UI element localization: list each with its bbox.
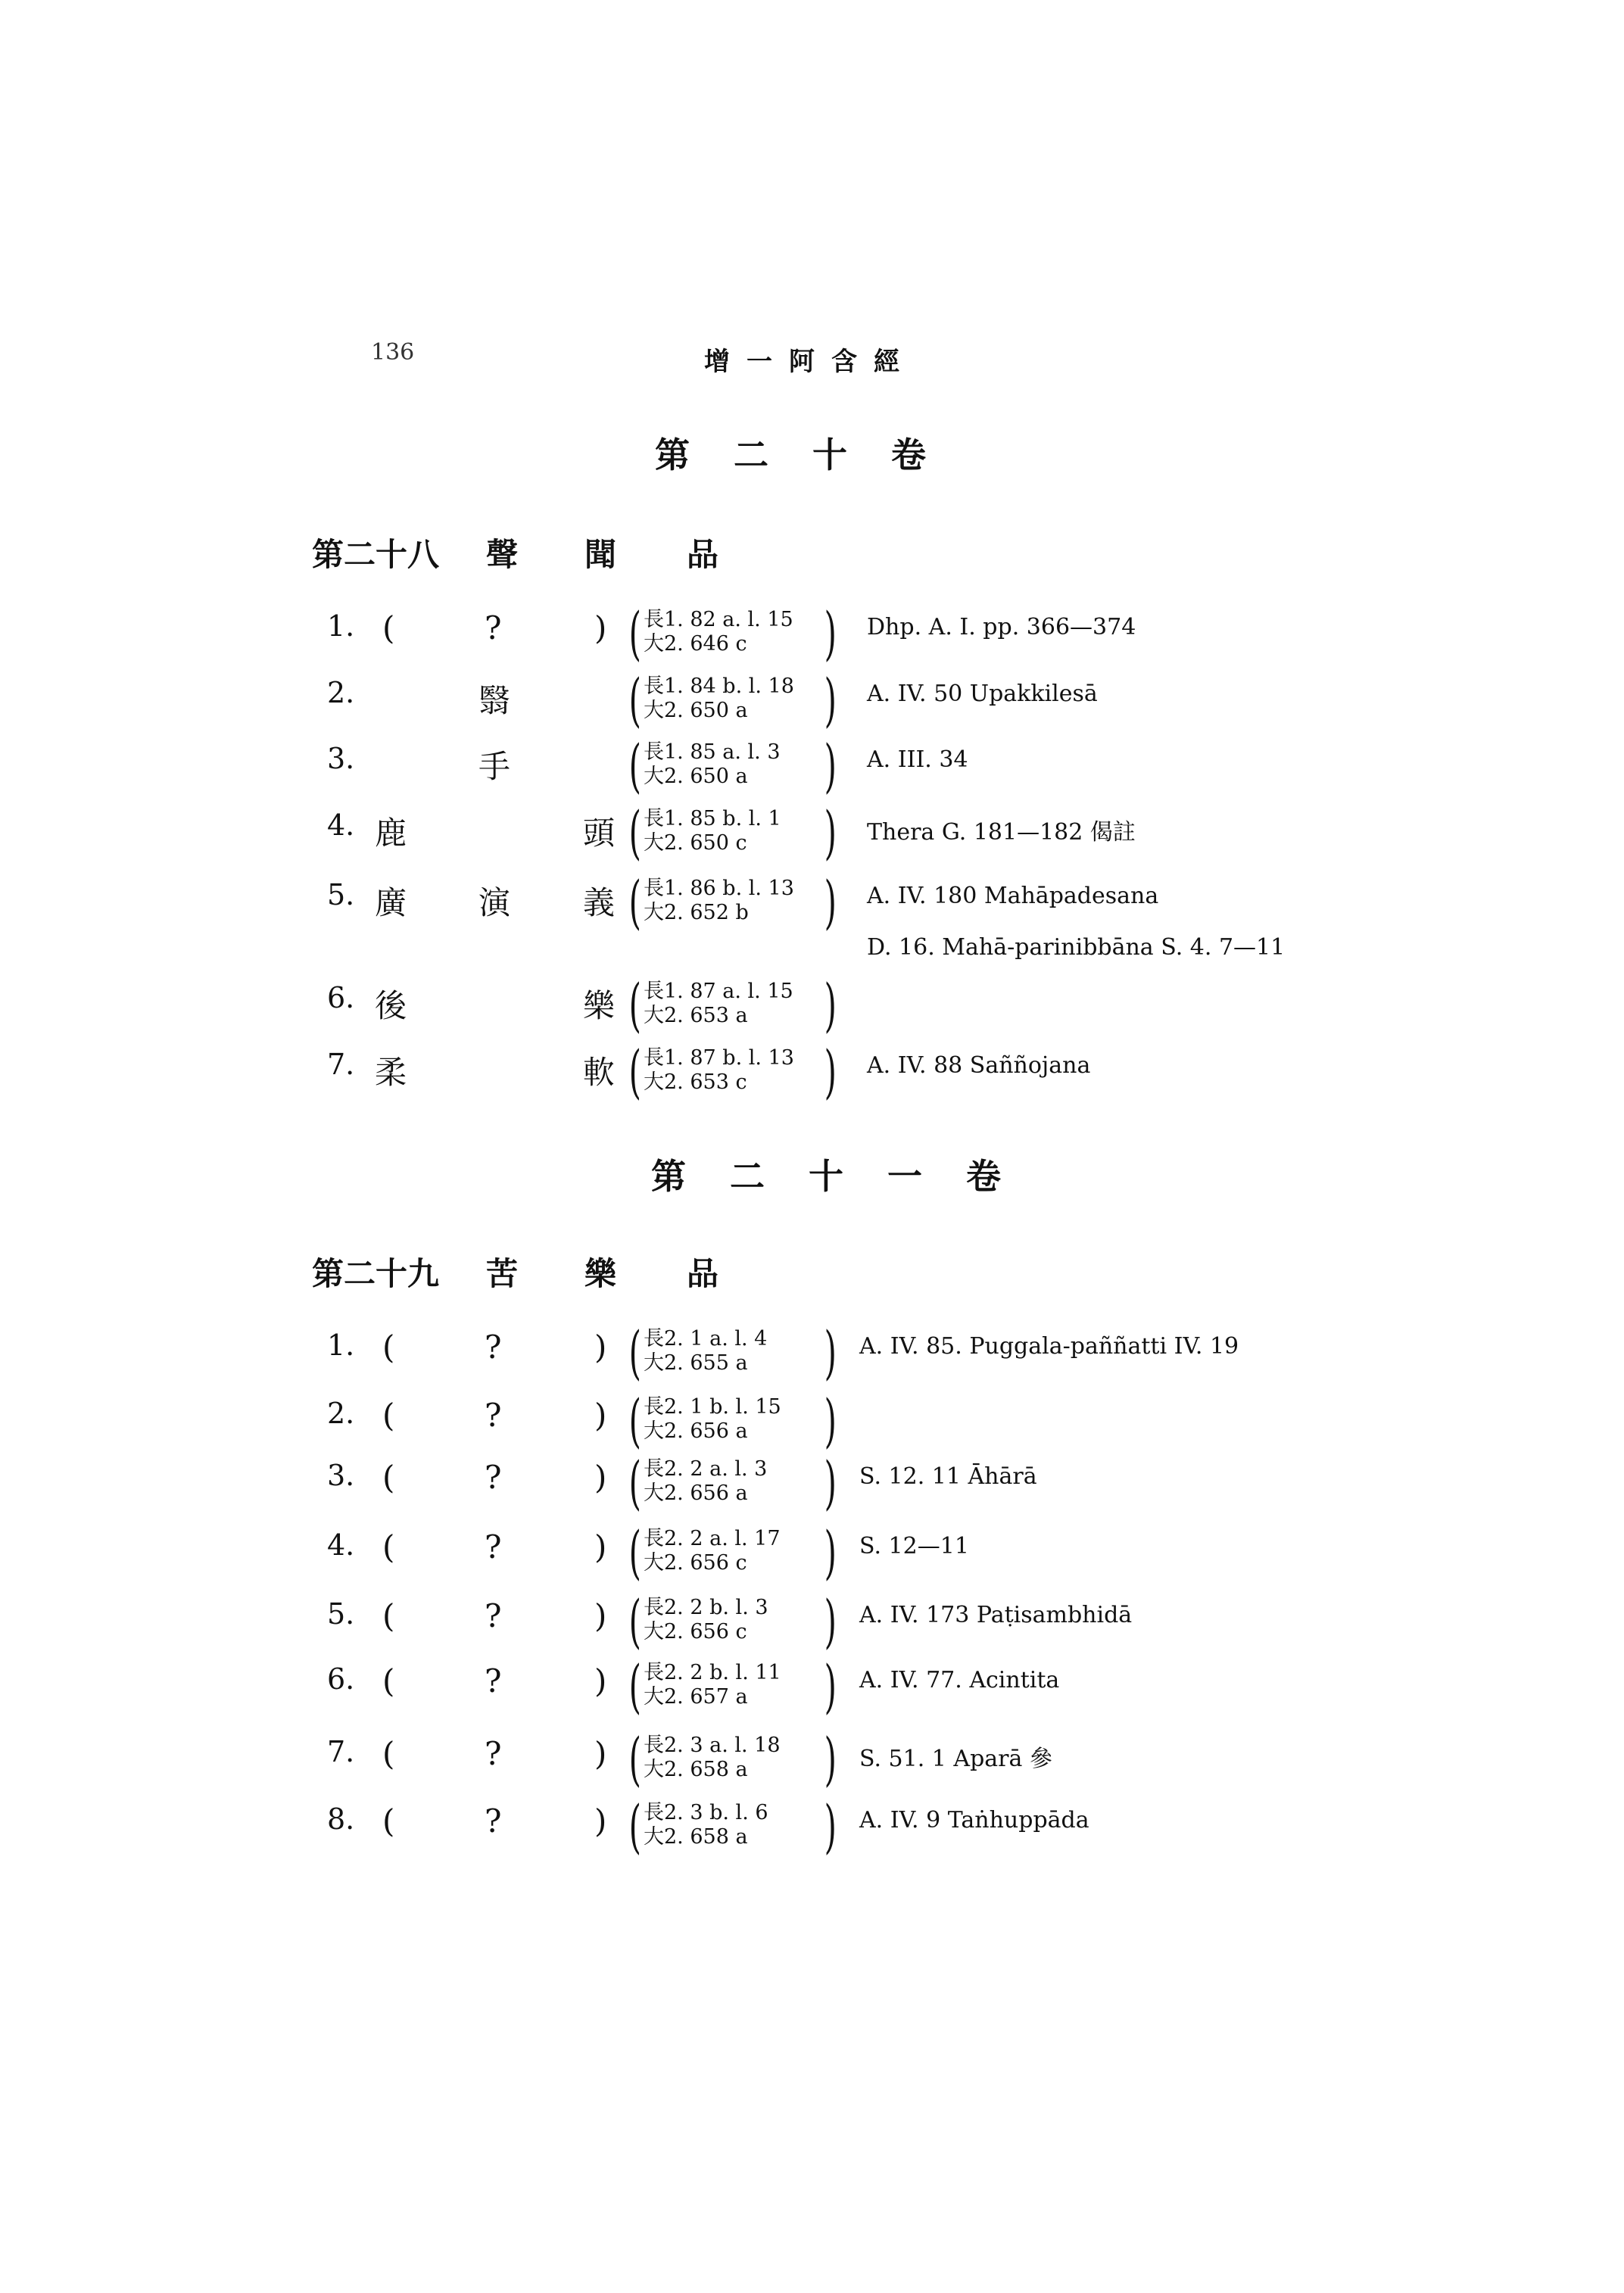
item-number: 3. bbox=[327, 742, 355, 775]
citation bbox=[628, 1653, 837, 1724]
list-item bbox=[0, 1319, 1624, 1397]
citation-line-1: 長2. 3 b. l. 6 bbox=[644, 1801, 768, 1824]
item-title-left: ( bbox=[382, 1397, 395, 1434]
list-item bbox=[0, 1449, 1624, 1527]
section-title-char: 品 bbox=[687, 1255, 719, 1292]
bracket-left: ( bbox=[628, 1038, 641, 1105]
item-title-right: 樂 bbox=[583, 987, 616, 1024]
item-number: 2. bbox=[327, 676, 355, 709]
item-title-right: ) bbox=[594, 1735, 607, 1772]
item-title-left: 鹿 bbox=[375, 815, 407, 852]
bracket-left: ( bbox=[628, 732, 641, 799]
reference: S. 12—11 bbox=[859, 1533, 969, 1559]
item-title-left: 柔 bbox=[375, 1054, 407, 1091]
list-item bbox=[0, 666, 1624, 744]
item-title-left: ( bbox=[382, 1735, 395, 1772]
citation bbox=[628, 971, 837, 1043]
citation-line-1: 長2. 2 a. l. 3 bbox=[644, 1457, 768, 1481]
citation-line-1: 長1. 87 b. l. 13 bbox=[644, 1046, 794, 1070]
reference: A. III. 34 bbox=[867, 746, 968, 773]
list-item bbox=[0, 1038, 1624, 1116]
list-item bbox=[0, 732, 1624, 810]
section-title-char: 聞 bbox=[584, 536, 617, 573]
item-title-left: ( bbox=[382, 1528, 395, 1566]
item-title-middle: 翳 bbox=[478, 682, 511, 719]
item-title-right: 頭 bbox=[583, 815, 616, 852]
bracket-left: ( bbox=[628, 1587, 641, 1655]
bracket-left: ( bbox=[628, 971, 641, 1039]
item-title-middle: ? bbox=[485, 1802, 502, 1840]
item-title-middle: ? bbox=[485, 1528, 502, 1566]
item-number: 6. bbox=[327, 981, 355, 1014]
item-title-right: 軟 bbox=[583, 1054, 616, 1091]
list-item bbox=[0, 600, 1624, 678]
reference: A. IV. 173 Paṭisambhidā bbox=[859, 1602, 1133, 1628]
citation bbox=[628, 868, 837, 940]
citation-line-1: 長1. 86 b. l. 13 bbox=[644, 877, 794, 900]
item-title-right: ) bbox=[594, 609, 607, 646]
bracket-left: ( bbox=[628, 1653, 641, 1720]
citation-line-1: 長1. 84 b. l. 18 bbox=[644, 675, 794, 698]
bracket-left: ( bbox=[628, 1793, 641, 1860]
bracket-right: ) bbox=[824, 1587, 837, 1655]
citation-line-2: 大2. 646 c bbox=[644, 632, 747, 656]
item-title-right: ) bbox=[594, 1597, 607, 1634]
item-title-left: ( bbox=[382, 609, 395, 646]
bracket-right: ) bbox=[824, 799, 837, 866]
citation-line-1: 長2. 3 a. l. 18 bbox=[644, 1734, 781, 1757]
item-number: 7. bbox=[327, 1048, 355, 1081]
bracket-right: ) bbox=[824, 1793, 837, 1860]
reference: Thera G. 181—182 偈註 bbox=[867, 819, 1136, 846]
citation-line-2: 大2. 655 a bbox=[644, 1351, 748, 1375]
item-number: 1. bbox=[327, 1329, 355, 1362]
citation bbox=[628, 1449, 837, 1521]
bracket-right: ) bbox=[824, 1038, 837, 1105]
reference: A. IV. 180 Mahāpadesana bbox=[867, 883, 1159, 909]
item-title-middle: ? bbox=[485, 1662, 502, 1699]
bracket-left: ( bbox=[628, 600, 641, 667]
bracket-left: ( bbox=[628, 1319, 641, 1386]
bracket-right: ) bbox=[824, 666, 837, 734]
item-number: 1. bbox=[327, 609, 355, 643]
reference: S. 12. 11 Āhārā bbox=[859, 1463, 1037, 1490]
item-title-left: ( bbox=[382, 1459, 395, 1496]
item-number: 8. bbox=[327, 1802, 355, 1836]
citation-line-1: 長2. 2 b. l. 3 bbox=[644, 1596, 768, 1619]
citation-line-2: 大2. 653 c bbox=[644, 1070, 747, 1094]
list-item bbox=[0, 868, 1624, 946]
item-title-middle: ? bbox=[485, 1735, 502, 1772]
bracket-right: ) bbox=[824, 1387, 837, 1454]
bracket-right: ) bbox=[824, 971, 837, 1039]
item-title-right: ) bbox=[594, 1662, 607, 1699]
item-number: 2. bbox=[327, 1397, 355, 1430]
item-title-right: ) bbox=[594, 1329, 607, 1366]
list-item bbox=[0, 971, 1624, 1049]
bracket-right: ) bbox=[824, 1519, 837, 1586]
item-title-middle: 手 bbox=[478, 748, 511, 785]
bracket-left: ( bbox=[628, 1519, 641, 1586]
item-title-right: ) bbox=[594, 1397, 607, 1434]
citation bbox=[628, 1725, 837, 1797]
reference: A. IV. 88 Saññojana bbox=[867, 1052, 1091, 1079]
item-title-left: ( bbox=[382, 1329, 395, 1366]
bracket-right: ) bbox=[824, 1725, 837, 1793]
citation-line-1: 長2. 2 b. l. 11 bbox=[644, 1661, 781, 1684]
item-title-right: ) bbox=[594, 1528, 607, 1566]
item-title-middle: ? bbox=[485, 609, 502, 646]
reference: A. IV. 50 Upakkilesā bbox=[867, 681, 1098, 707]
item-number: 3. bbox=[327, 1459, 355, 1492]
citation-line-2: 大2. 658 a bbox=[644, 1758, 748, 1781]
item-title-left: ( bbox=[382, 1597, 395, 1634]
citation-line-1: 長2. 2 a. l. 17 bbox=[644, 1527, 781, 1550]
list-item bbox=[0, 1653, 1624, 1731]
item-title-middle: ? bbox=[485, 1459, 502, 1496]
citation-line-1: 長1. 85 a. l. 3 bbox=[644, 740, 781, 764]
citation bbox=[628, 666, 837, 738]
bracket-left: ( bbox=[628, 1725, 641, 1793]
item-title-right: ) bbox=[594, 1459, 607, 1496]
item-title-left: ( bbox=[382, 1802, 395, 1840]
citation-line-2: 大2. 650 a bbox=[644, 699, 748, 722]
volume-title: 第二十卷 bbox=[655, 435, 970, 475]
citation bbox=[628, 1519, 837, 1590]
item-number: 4. bbox=[327, 808, 355, 842]
citation bbox=[628, 1793, 837, 1865]
item-title-right: 義 bbox=[583, 884, 616, 921]
item-number: 4. bbox=[327, 1528, 355, 1562]
item-title-middle: ? bbox=[485, 1397, 502, 1434]
citation-line-2: 大2. 658 a bbox=[644, 1825, 748, 1849]
list-item bbox=[0, 1587, 1624, 1665]
item-number: 5. bbox=[327, 878, 355, 911]
list-item bbox=[0, 799, 1624, 877]
citation-line-2: 大2. 656 c bbox=[644, 1620, 747, 1643]
citation-line-1: 長1. 87 a. l. 15 bbox=[644, 980, 793, 1003]
citation-line-1: 長1. 82 a. l. 15 bbox=[644, 608, 793, 631]
citation-line-1: 長2. 1 a. l. 4 bbox=[644, 1327, 768, 1351]
citation bbox=[628, 1387, 837, 1459]
item-title-left: 後 bbox=[375, 987, 407, 1024]
reference: A. IV. 77. Acintita bbox=[859, 1667, 1060, 1693]
citation bbox=[628, 732, 837, 804]
section-title-char: 樂 bbox=[584, 1255, 617, 1292]
item-title-left: 廣 bbox=[375, 884, 407, 921]
volume-title: 第二十一卷 bbox=[651, 1156, 1045, 1197]
section-title-char: 聲 bbox=[486, 536, 519, 573]
section-title-char: 苦 bbox=[486, 1255, 519, 1292]
citation-line-1: 長1. 85 b. l. 1 bbox=[644, 807, 781, 830]
item-title-left: ( bbox=[382, 1662, 395, 1699]
bracket-left: ( bbox=[628, 1449, 641, 1516]
citation bbox=[628, 799, 837, 871]
reference: Dhp. A. I. pp. 366—374 bbox=[867, 614, 1136, 640]
running-title: 增一阿含經 bbox=[704, 347, 916, 377]
citation bbox=[628, 1319, 837, 1391]
section-number: 第二十八 bbox=[312, 536, 440, 573]
list-item bbox=[0, 1725, 1624, 1803]
bracket-right: ) bbox=[824, 1653, 837, 1720]
citation-line-2: 大2. 650 a bbox=[644, 765, 748, 788]
item-title-middle: ? bbox=[485, 1329, 502, 1366]
citation-line-2: 大2. 657 a bbox=[644, 1685, 748, 1709]
bracket-right: ) bbox=[824, 1449, 837, 1516]
item-number: 5. bbox=[327, 1597, 355, 1631]
citation bbox=[628, 1038, 837, 1110]
citation-line-2: 大2. 656 a bbox=[644, 1481, 748, 1505]
item-title-middle: 演 bbox=[478, 884, 511, 921]
reference: A. IV. 85. Puggala-paññatti IV. 19 bbox=[859, 1333, 1239, 1360]
item-title-middle: ? bbox=[485, 1597, 502, 1634]
citation-line-2: 大2. 656 c bbox=[644, 1551, 747, 1575]
reference: S. 51. 1 Aparā 參 bbox=[859, 1746, 1052, 1772]
citation bbox=[628, 600, 837, 671]
bracket-left: ( bbox=[628, 666, 641, 734]
bracket-right: ) bbox=[824, 600, 837, 667]
list-item bbox=[0, 1793, 1624, 1871]
citation-line-2: 大2. 656 a bbox=[644, 1419, 748, 1443]
bracket-left: ( bbox=[628, 868, 641, 936]
citation-line-2: 大2. 652 b bbox=[644, 901, 749, 924]
reference-continued: D. 16. Mahā-parinibbāna S. 4. 7—11 bbox=[867, 934, 1286, 961]
item-title-right: ) bbox=[594, 1802, 607, 1840]
citation-line-2: 大2. 650 c bbox=[644, 831, 747, 855]
citation-line-2: 大2. 653 a bbox=[644, 1004, 748, 1027]
page-number: 136 bbox=[371, 339, 415, 366]
citation-line-1: 長2. 1 b. l. 15 bbox=[644, 1395, 781, 1419]
section-number: 第二十九 bbox=[312, 1255, 440, 1292]
bracket-left: ( bbox=[628, 799, 641, 866]
reference: A. IV. 9 Taṅhuppāda bbox=[859, 1807, 1089, 1833]
section-title-char: 品 bbox=[687, 536, 719, 573]
list-item bbox=[0, 1519, 1624, 1597]
bracket-right: ) bbox=[824, 1319, 837, 1386]
item-number: 6. bbox=[327, 1662, 355, 1696]
bracket-right: ) bbox=[824, 732, 837, 799]
item-number: 7. bbox=[327, 1735, 355, 1768]
bracket-right: ) bbox=[824, 868, 837, 936]
bracket-left: ( bbox=[628, 1387, 641, 1454]
citation bbox=[628, 1587, 837, 1659]
